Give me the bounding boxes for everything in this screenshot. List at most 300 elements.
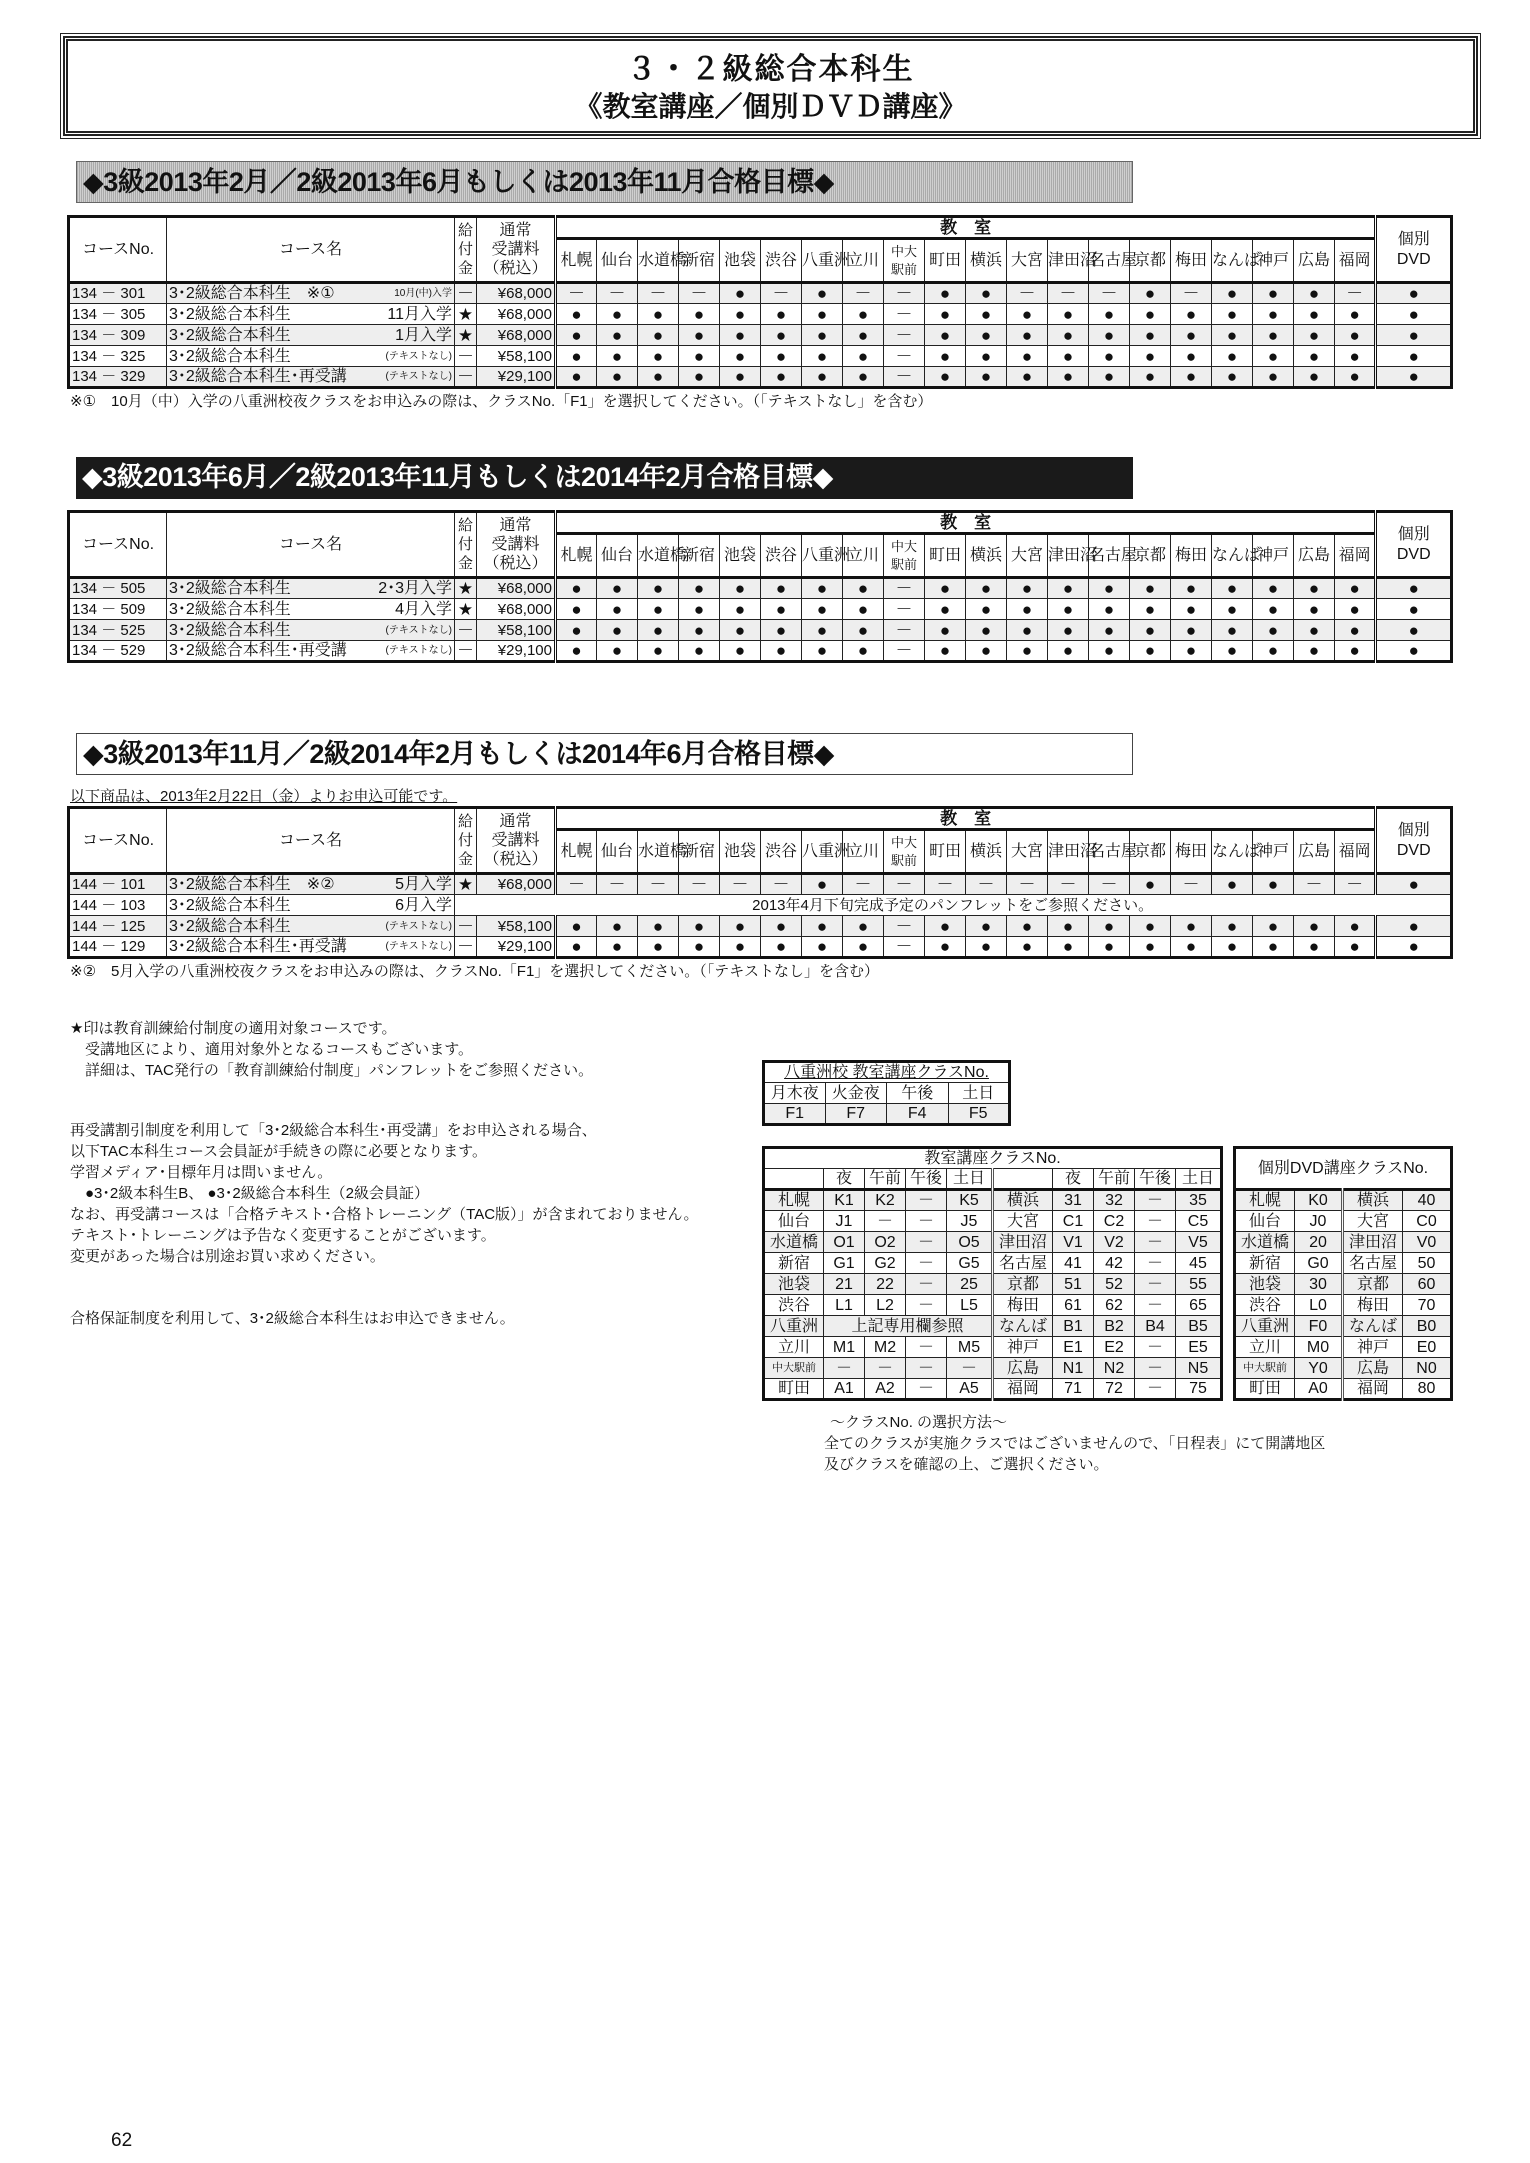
classroom-availability: ● (720, 325, 761, 346)
classroom-header: 中大駅前 (884, 830, 925, 874)
classroom-availability: ● (843, 641, 884, 662)
classroom-availability: ● (761, 916, 802, 937)
classroom-availability: ● (1335, 620, 1376, 641)
class-no: － (865, 1211, 906, 1232)
classroom-header: なんば (1212, 239, 1253, 283)
class-no: C2 (1094, 1211, 1135, 1232)
selection-note (824, 1412, 1326, 1475)
classroom-availability: － (1007, 874, 1048, 895)
classroom-header: 八重洲 (802, 534, 843, 578)
classroom-header: 立川 (843, 239, 884, 283)
classroom-availability: ● (1130, 874, 1171, 895)
class-table-header: 夜 (824, 1169, 865, 1190)
classroom-availability: ● (1253, 641, 1294, 662)
course-name-text: 3･2級総合本科生 (169, 326, 291, 344)
course-price: ¥58,100 (477, 916, 556, 937)
classroom-availability: ● (802, 325, 843, 346)
classroom-header: 仙台 (597, 239, 638, 283)
classroom-availability: － (843, 874, 884, 895)
page-number: 62 (111, 2130, 133, 2151)
class-table-header: 土日 (947, 1169, 993, 1190)
course-tag: 11月入学 (387, 305, 452, 323)
classroom-availability: ● (1212, 620, 1253, 641)
course-name (167, 895, 455, 916)
dvd-availability: ● (1376, 346, 1452, 367)
selection-line: 全てのクラスが実施クラスではございませんので、「日程表」にて開講地区 (824, 1435, 1326, 1452)
header-kyufu-label: 給付金 (457, 517, 473, 572)
class-no: － (1135, 1190, 1176, 1211)
classroom-availability: ● (843, 325, 884, 346)
page-subtitle: 《教室講座／個別ＤＶＤ講座》 (574, 91, 967, 122)
course-no: 134 － 309 (69, 325, 167, 346)
kyufu-mark: － (455, 620, 477, 641)
classroom-availability: ● (1335, 641, 1376, 662)
class-no: L2 (865, 1295, 906, 1316)
classroom-availability: ● (1048, 367, 1089, 388)
classroom-header: 津田沼 (1048, 534, 1089, 578)
classroom-availability: － (884, 641, 925, 662)
header-price-label: （税込） (483, 851, 548, 868)
class-no: A2 (865, 1379, 906, 1400)
yaesu-class-no: F5 (948, 1104, 1010, 1125)
classroom-availability: ● (1089, 620, 1130, 641)
class-no: 31 (1053, 1190, 1094, 1211)
classroom-availability: － (1089, 283, 1130, 304)
header-kyufu-label: 給付金 (457, 222, 473, 277)
note-line: 詳細は、TAC発行の「教育訓練給付制度」パンフレットをご参照ください。 (70, 1062, 594, 1079)
dvd-availability: ● (1376, 874, 1452, 895)
classroom-availability: ● (556, 916, 597, 937)
table-row (764, 1337, 1222, 1358)
classroom-header: 中大駅前 (884, 239, 925, 283)
course-table (67, 806, 1453, 959)
kyufu-mark: ★ (455, 578, 477, 599)
class-no: C0 (1403, 1211, 1452, 1232)
kyufu-mark: ★ (455, 874, 477, 895)
classroom-availability: ● (638, 346, 679, 367)
classroom-header: 水道橋 (638, 830, 679, 874)
classroom-availability: ● (1294, 283, 1335, 304)
class-no: N0 (1403, 1358, 1452, 1379)
school-name: 梅田 (1343, 1295, 1403, 1316)
table-row (69, 916, 1452, 937)
class-no: K1 (824, 1190, 865, 1211)
classroom-availability: ● (1294, 367, 1335, 388)
classroom-availability: ● (597, 325, 638, 346)
classroom-availability: ● (1130, 578, 1171, 599)
classroom-header: 神戸 (1253, 534, 1294, 578)
course-name-text: 3･2級総合本科生 (169, 600, 291, 618)
class-no: 35 (1176, 1190, 1222, 1211)
class-table-header: 土日 (1176, 1169, 1222, 1190)
note-line: 学習メディア･目標年月は問いません。 (70, 1164, 333, 1181)
class-no: E5 (1176, 1337, 1222, 1358)
classroom-availability: ● (1212, 599, 1253, 620)
class-no: O2 (865, 1232, 906, 1253)
dvd-availability: ● (1376, 620, 1452, 641)
class-no: L5 (947, 1295, 993, 1316)
class-no: 51 (1053, 1274, 1094, 1295)
table-row (1235, 1337, 1452, 1358)
classroom-availability: ● (679, 346, 720, 367)
classroom-availability: － (1294, 874, 1335, 895)
classroom-availability: ● (1335, 325, 1376, 346)
selection-title: ～クラスNo. の選択方法～ (830, 1414, 1008, 1431)
header-dvd (1376, 512, 1452, 578)
classroom-availability: ● (638, 599, 679, 620)
header-dvd (1376, 217, 1452, 283)
yaesu-header: 月木夜 (764, 1083, 826, 1104)
classroom-availability: － (1048, 874, 1089, 895)
yaesu-class-no: F7 (825, 1104, 887, 1125)
dvd-class-table (1233, 1146, 1453, 1401)
class-no: 21 (824, 1274, 865, 1295)
class-no: N5 (1176, 1358, 1222, 1379)
class-no: E1 (1053, 1337, 1094, 1358)
classroom-availability: － (884, 874, 925, 895)
header-price-label: 通常 (499, 222, 532, 239)
classroom-availability: ● (802, 367, 843, 388)
course-name-text: 3･2級総合本科生 (169, 896, 291, 914)
class-no: 50 (1403, 1253, 1452, 1274)
table-row (764, 1253, 1222, 1274)
course-name (167, 620, 455, 641)
header-price-label: 受講料 (491, 832, 540, 849)
school-name: 札幌 (764, 1190, 824, 1211)
dvd-availability: ● (1376, 641, 1452, 662)
header-dvd-label: 個別 (1397, 821, 1430, 839)
classroom-header: 渋谷 (761, 830, 802, 874)
classroom-availability: ● (966, 304, 1007, 325)
classroom-availability: ● (966, 641, 1007, 662)
course-name-text: 3･2級総合本科生 (169, 917, 291, 935)
classroom-availability: ● (925, 346, 966, 367)
classroom-header: 水道橋 (638, 534, 679, 578)
classroom-availability: ● (1130, 283, 1171, 304)
classroom-availability: ● (1294, 346, 1335, 367)
class-no: G0 (1295, 1253, 1343, 1274)
classroom-header: 京都 (1130, 830, 1171, 874)
classroom-availability: ● (1048, 599, 1089, 620)
class-no: － (906, 1211, 947, 1232)
classroom-availability: ● (1089, 304, 1130, 325)
school-name: 池袋 (764, 1274, 824, 1295)
course-table (67, 510, 1453, 663)
classroom-availability: ● (1007, 599, 1048, 620)
classroom-availability: ● (1253, 937, 1294, 958)
class-no: K5 (947, 1190, 993, 1211)
class-no: M5 (947, 1337, 993, 1358)
classroom-availability: － (884, 283, 925, 304)
course-price: ¥29,100 (477, 367, 556, 388)
classroom-availability: ● (1171, 578, 1212, 599)
classroom-availability: － (843, 283, 884, 304)
school-name: 広島 (1343, 1358, 1403, 1379)
classroom-header: 京都 (1130, 239, 1171, 283)
classroom-availability: ● (1130, 346, 1171, 367)
header-kyufu (455, 512, 477, 578)
classroom-availability: ● (720, 304, 761, 325)
classroom-availability: ● (925, 916, 966, 937)
classroom-header: 渋谷 (761, 534, 802, 578)
header-price (477, 512, 556, 578)
classroom-availability: ● (1048, 346, 1089, 367)
course-tag: (テキストなし) (385, 624, 452, 636)
classroom-availability: ● (802, 937, 843, 958)
header-kyufu (455, 808, 477, 874)
classroom-availability: ● (1294, 578, 1335, 599)
table-row (764, 1379, 1222, 1400)
classroom-availability: ● (597, 937, 638, 958)
class-no: G1 (824, 1253, 865, 1274)
classroom-availability: ● (966, 937, 1007, 958)
classroom-availability: ● (1294, 641, 1335, 662)
classroom-availability: ● (1212, 367, 1253, 388)
classroom-availability: － (884, 578, 925, 599)
classroom-availability: － (638, 283, 679, 304)
classroom-header: 神戸 (1253, 239, 1294, 283)
course-price: ¥68,000 (477, 325, 556, 346)
course-name (167, 325, 455, 346)
course-table (67, 215, 1453, 389)
course-no: 144 － 103 (69, 895, 167, 916)
school-name: なんば (993, 1316, 1053, 1337)
classroom-availability: － (884, 937, 925, 958)
school-name: 新宿 (764, 1253, 824, 1274)
class-no: B4 (1135, 1316, 1176, 1337)
course-name-text: 3･2級総合本科生･再受講 (169, 642, 347, 659)
header-price-label: 通常 (499, 813, 532, 830)
header-course-name: コース名 (167, 217, 455, 283)
classroom-availability: ● (1212, 325, 1253, 346)
school-name: 仙台 (764, 1211, 824, 1232)
class-no: L1 (824, 1295, 865, 1316)
course-tag: 10月(中)入学 (394, 288, 452, 299)
classroom-availability: ● (1171, 937, 1212, 958)
course-name-text: 3･2級総合本科生 (169, 305, 291, 323)
header-classroom: 教 室 (556, 808, 1376, 830)
classroom-availability: ● (966, 346, 1007, 367)
class-no: O5 (947, 1232, 993, 1253)
classroom-availability: ● (679, 916, 720, 937)
classroom-availability: ● (638, 578, 679, 599)
classroom-availability: － (884, 599, 925, 620)
classroom-availability: ● (720, 599, 761, 620)
classroom-header: 町田 (925, 830, 966, 874)
class-no: － (906, 1232, 947, 1253)
classroom-availability: ● (1048, 578, 1089, 599)
classroom-availability: － (884, 346, 925, 367)
classroom-header: 中大駅前 (884, 534, 925, 578)
class-no: J5 (947, 1211, 993, 1232)
classroom-header: なんば (1212, 534, 1253, 578)
classroom-availability: ● (843, 346, 884, 367)
classroom-availability: ● (638, 325, 679, 346)
classroom-availability: － (966, 874, 1007, 895)
course-name (167, 874, 455, 895)
classroom-availability: ● (1089, 599, 1130, 620)
classroom-availability: ● (1294, 599, 1335, 620)
class-no: C1 (1053, 1211, 1094, 1232)
classroom-availability: ● (925, 283, 966, 304)
classroom-availability: ● (679, 620, 720, 641)
classroom-availability: ● (925, 599, 966, 620)
classroom-availability: ● (1048, 916, 1089, 937)
classroom-availability: ● (761, 578, 802, 599)
header-dvd-label: 個別 (1397, 230, 1430, 248)
dvd-availability: ● (1376, 578, 1452, 599)
table-row (1235, 1274, 1452, 1295)
classroom-availability: ● (1294, 937, 1335, 958)
yaesu-title: 八重洲校 教室講座クラスNo. (764, 1062, 1010, 1083)
course-price: ¥29,100 (477, 937, 556, 958)
class-no: － (1135, 1232, 1176, 1253)
kyufu-mark: － (455, 346, 477, 367)
header-dvd-label: DVD (1396, 545, 1431, 563)
classroom-availability: ● (1253, 578, 1294, 599)
kyufu-mark: ★ (455, 325, 477, 346)
school-name: 町田 (1235, 1379, 1295, 1400)
yaesu-header: 火金夜 (825, 1083, 887, 1104)
school-name: 福岡 (1343, 1379, 1403, 1400)
school-name: 梅田 (993, 1295, 1053, 1316)
course-name-text: 3･2級総合本科生 (169, 347, 291, 365)
classroom-availability: ● (1007, 578, 1048, 599)
classroom-availability: ● (761, 325, 802, 346)
kyufu-mark: ★ (455, 304, 477, 325)
table-row (764, 1190, 1222, 1211)
school-name: 京都 (993, 1274, 1053, 1295)
header-course-no: コースNo. (69, 512, 167, 578)
class-no: K0 (1295, 1190, 1343, 1211)
course-tag: 6月入学 (395, 896, 452, 914)
school-name: 渋谷 (1235, 1295, 1295, 1316)
table-row (764, 1358, 1222, 1379)
classroom-availability: ● (720, 641, 761, 662)
classroom-header: 水道橋 (638, 239, 679, 283)
classroom-availability: ● (1130, 620, 1171, 641)
class-no: － (865, 1358, 906, 1379)
class-table-header (993, 1169, 1053, 1190)
classroom-availability: ● (802, 620, 843, 641)
classroom-header: 大宮 (1007, 830, 1048, 874)
classroom-availability: ● (1212, 874, 1253, 895)
dvd-availability: ● (1376, 937, 1452, 958)
classroom-availability: ● (802, 346, 843, 367)
classroom-availability: ● (1130, 367, 1171, 388)
class-no: － (1135, 1379, 1176, 1400)
class-no: 72 (1094, 1379, 1135, 1400)
classroom-availability: ● (925, 641, 966, 662)
class-no: － (906, 1337, 947, 1358)
classroom-availability: ● (1048, 325, 1089, 346)
classroom-availability: ● (925, 367, 966, 388)
header-dvd-label: DVD (1396, 841, 1431, 859)
classroom-availability: ● (925, 325, 966, 346)
course-price: ¥68,000 (477, 578, 556, 599)
school-name: 広島 (993, 1358, 1053, 1379)
classroom-availability: ● (1089, 641, 1130, 662)
yaesu-class-table (762, 1060, 1011, 1126)
classroom-availability: － (1335, 874, 1376, 895)
classroom-availability: ● (1253, 599, 1294, 620)
classroom-availability: ● (1171, 346, 1212, 367)
table-row (1235, 1232, 1452, 1253)
classroom-header: 大宮 (1007, 239, 1048, 283)
class-no: 80 (1403, 1379, 1452, 1400)
classroom-availability: ● (1130, 641, 1171, 662)
table-row (69, 620, 1452, 641)
course-name (167, 346, 455, 367)
classroom-availability: ● (1335, 916, 1376, 937)
class-table-header: 午前 (1094, 1169, 1135, 1190)
class-no: 61 (1053, 1295, 1094, 1316)
classroom-availability: ● (843, 578, 884, 599)
course-no: 144 － 125 (69, 916, 167, 937)
classroom-availability: ● (966, 367, 1007, 388)
classroom-header: なんば (1212, 830, 1253, 874)
class-no: 60 (1403, 1274, 1452, 1295)
classroom-availability: ● (1171, 916, 1212, 937)
classroom-availability: ● (1335, 304, 1376, 325)
table-row (69, 599, 1452, 620)
header-dvd-label: 個別 (1397, 525, 1430, 543)
course-name (167, 304, 455, 325)
course-name-text: 3･2級総合本科生 (169, 580, 291, 597)
classroom-availability: ● (1130, 916, 1171, 937)
course-tag: (テキストなし) (385, 920, 452, 932)
classroom-availability: ● (1253, 916, 1294, 937)
classroom-availability: ● (1089, 325, 1130, 346)
class-no: － (1135, 1274, 1176, 1295)
classroom-availability: ● (802, 599, 843, 620)
school-name: 町田 (764, 1379, 824, 1400)
classroom-availability: ● (1089, 937, 1130, 958)
classroom-availability: ● (638, 304, 679, 325)
classroom-availability: － (597, 874, 638, 895)
dvd-table-title: 個別DVD講座クラスNo. (1235, 1148, 1452, 1190)
classroom-availability: ● (1007, 325, 1048, 346)
class-no: Y0 (1295, 1358, 1343, 1379)
school-name: 中大駅前 (764, 1358, 824, 1379)
classroom-availability: ● (720, 578, 761, 599)
classroom-availability: ● (843, 599, 884, 620)
classroom-availability: ● (1212, 641, 1253, 662)
classroom-availability: － (884, 367, 925, 388)
course-tag: (テキストなし) (385, 645, 452, 656)
classroom-availability: ● (1007, 367, 1048, 388)
class-no: 30 (1295, 1274, 1343, 1295)
classroom-availability: ● (802, 916, 843, 937)
class-no: 62 (1094, 1295, 1135, 1316)
course-no: 134 － 509 (69, 599, 167, 620)
classroom-availability: ● (802, 283, 843, 304)
classroom-availability: ● (843, 367, 884, 388)
note-line: 再受講割引制度を利用して「3･2級総合本科生･再受講」をお申込される場合、 (70, 1122, 597, 1139)
header-course-name: コース名 (167, 808, 455, 874)
classroom-availability: － (925, 874, 966, 895)
classroom-availability: ● (597, 367, 638, 388)
classroom-availability: ● (802, 578, 843, 599)
classroom-availability: ● (1212, 283, 1253, 304)
classroom-availability: ● (1212, 304, 1253, 325)
classroom-availability: ● (1253, 346, 1294, 367)
class-no: 32 (1094, 1190, 1135, 1211)
classroom-header: 福岡 (1335, 239, 1376, 283)
classroom-availability: ● (638, 620, 679, 641)
classroom-availability: ● (1294, 916, 1335, 937)
note-line: ●3･2級本科生B、 ●3･2級総合本科生（2級会員証） (70, 1185, 430, 1202)
